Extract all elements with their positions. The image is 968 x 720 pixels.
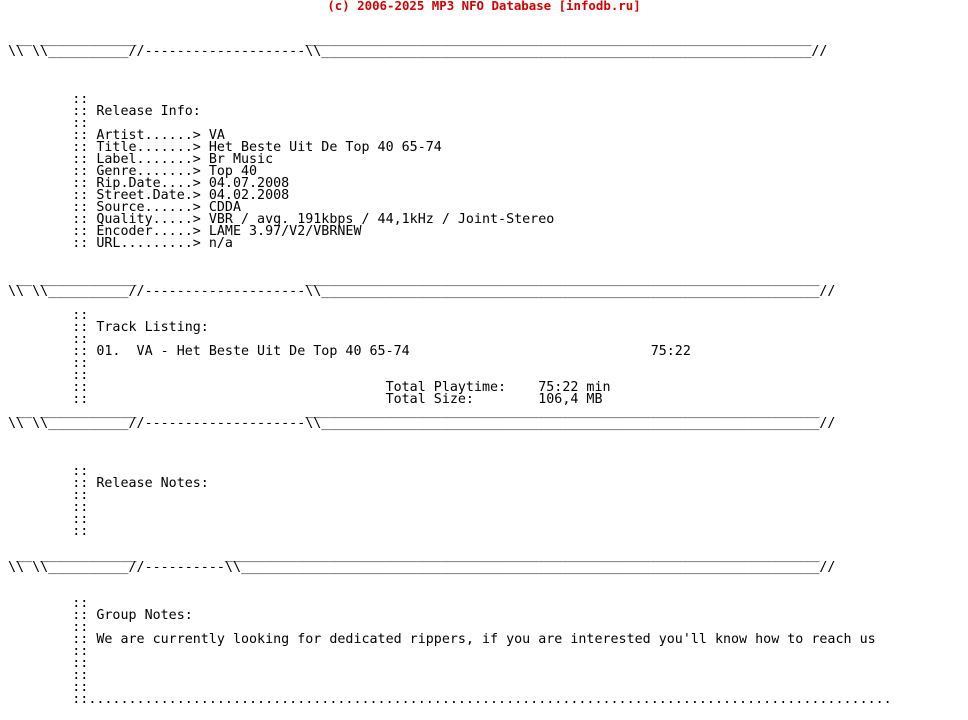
nfo-line: :: (8, 596, 89, 611)
nfo-line: :: (8, 92, 89, 107)
nfo-line: \\ \\__________//--------------------\\______________________________________________________________// (8, 416, 836, 431)
nfo-line: :: Release Notes: (8, 476, 209, 491)
nfo-line: __ ____________ ________________________________________________________________ (8, 404, 820, 419)
nfo-line: :: (8, 332, 89, 347)
nfo-line: :: Title.......> Het Beste Uit De Top 40 65-74 (8, 140, 442, 155)
nfo-line: :: (8, 500, 89, 515)
nfo-line: :: Encoder.....> LAME 3.97/V2/VBRNEW (8, 224, 362, 239)
nfo-line: __ ____________ ________________________________________________________________ (8, 272, 820, 287)
nfo-line: __ ____________ __________________________________________________________________________ (8, 548, 820, 563)
nfo-line: :: Group Notes: (8, 608, 193, 623)
nfo-line: :: We are currently looking for dedicated rippers, if you are interested you'll know how to reach us (8, 632, 876, 647)
nfo-line: \\ \\__________//--------------------\\______________________________________________________________// (8, 284, 836, 299)
nfo-line: \\ \\__________//--------------------\\_____________________________________________________________// (8, 44, 828, 59)
nfo-line: :: (8, 488, 89, 503)
nfo-line: :: Source......> CDDA (8, 200, 241, 215)
nfo-line: :: Quality.....> VBR / avg. 191kbps / 44,1kHz / Joint-Stereo (8, 212, 555, 227)
nfo-line: __ ____________ _______________________________________________________________ (8, 32, 812, 47)
nfo-line: :: URL.........> n/a (8, 236, 233, 251)
nfo-line: \\ \\__________//----------\\________________________________________________________________________// (8, 560, 836, 575)
nfo-line: :: (8, 356, 89, 371)
nfo-text-block (8, 34, 892, 706)
nfo-line: :: Street.Date.> 04.02.2008 (8, 188, 290, 203)
nfo-line: :: Artist......> VA (8, 128, 225, 143)
nfo-line: :: (8, 308, 89, 323)
nfo-line: :: (8, 644, 89, 659)
nfo-line: :: Total Size: 106,4 MB (8, 392, 603, 407)
copyright-header: (c) 2006-2025 MP3 NFO Database [infodb.ru] (327, 0, 641, 13)
nfo-line: :: (8, 512, 89, 527)
nfo-line: :: (8, 668, 89, 683)
nfo-line: :: Release Info: (8, 104, 201, 119)
nfo-line: :: Label.......> Br Music (8, 152, 274, 167)
nfo-line: :: (8, 620, 89, 635)
nfo-line: :: Genre.......> Top 40 (8, 164, 258, 179)
nfo-line: :: Track Listing: (8, 320, 209, 335)
nfo-line: :: (8, 116, 89, 131)
nfo-line: :: (8, 656, 89, 671)
nfo-line: :: (8, 680, 89, 695)
nfo-line: ::.................................................................................................... (8, 692, 892, 707)
nfo-line: :: Total Playtime: 75:22 min (8, 380, 611, 395)
nfo-line: :: 01. VA - Het Beste Uit De Top 40 65-74 75:22 (8, 344, 691, 359)
nfo-line: :: (8, 524, 89, 539)
nfo-line: :: (8, 464, 89, 479)
nfo-line: :: Rip.Date....> 04.07.2008 (8, 176, 290, 191)
nfo-line: :: (8, 368, 89, 383)
